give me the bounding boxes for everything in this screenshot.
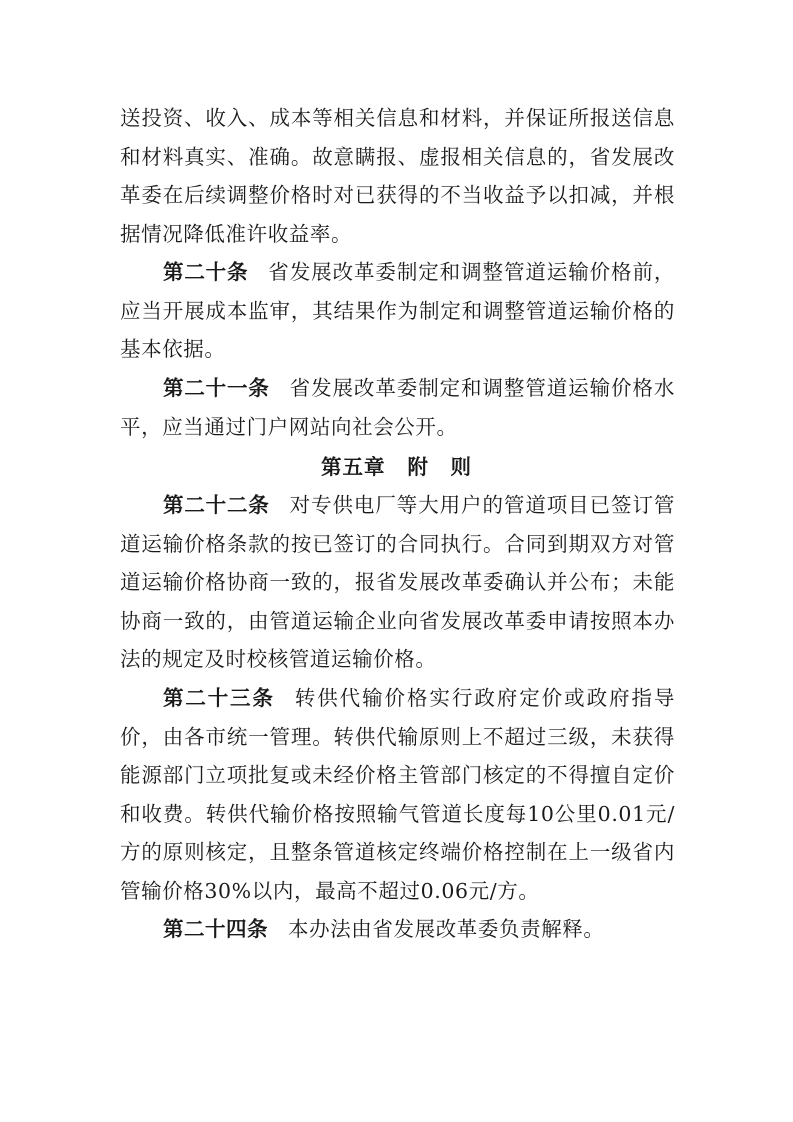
- chapter-heading: [0, 448, 793, 486]
- chapter-number: 第五章: [321, 455, 386, 479]
- article-22: [120, 486, 675, 679]
- paragraph-continuation: [120, 99, 675, 253]
- article-heading: 第二十四条: [163, 917, 268, 941]
- article-body: 本办法由省发展改革委负责解释。: [288, 917, 605, 941]
- article-21: [120, 369, 675, 446]
- article-20: [120, 253, 675, 369]
- article-body: 省发展改革委制定和调整管道运输价格水平，应当通过门户网站向社会公开。: [120, 376, 675, 439]
- article-body: 转供代输价格实行政府定价或政府指导价，由各市统一管理。转供代输原则上不超过三级，未获得能源部门立项批复或未经价格主管部门核定的不得擅自定价和收费。转供代输价格按照输气管道长度每10公里0.01元/方的原则核定，且整条管道核定终端价格控制在上一级省内管输价格30%以内，最高不超过0.06元/方。: [120, 686, 676, 903]
- article-body: 对专供电厂等大用户的管道项目已签订管道运输价格条款的按已签订的合同执行。合同到期双方对管道运输价格协商一致的，报省发展改革委确认并公布；未能协商一致的，由管道运输企业向省发展改革委申请按照本办法的规定及时校核管道运输价格。: [120, 493, 675, 671]
- chapter-title: 附 则: [407, 455, 472, 479]
- article-heading: 第二十条: [163, 260, 249, 284]
- article-heading: 第二十二条: [163, 493, 270, 517]
- paragraph-text: 送投资、收入、成本等相关信息和材料，并保证所报送信息和材料真实、准确。故意瞒报、虚报相关信息的，省发展改革委在后续调整价格时对已获得的不当收益予以扣减，并根据情况降低准许收益率。: [120, 106, 675, 246]
- article-24: [120, 910, 675, 949]
- article-heading: 第二十三条: [163, 686, 275, 710]
- article-heading: 第二十一条: [163, 376, 270, 400]
- article-body: 省发展改革委制定和调整管道运输价格前，应当开展成本监审，其结果作为制定和调整管道运输价格的基本依据。: [120, 260, 675, 361]
- article-23: [120, 679, 675, 910]
